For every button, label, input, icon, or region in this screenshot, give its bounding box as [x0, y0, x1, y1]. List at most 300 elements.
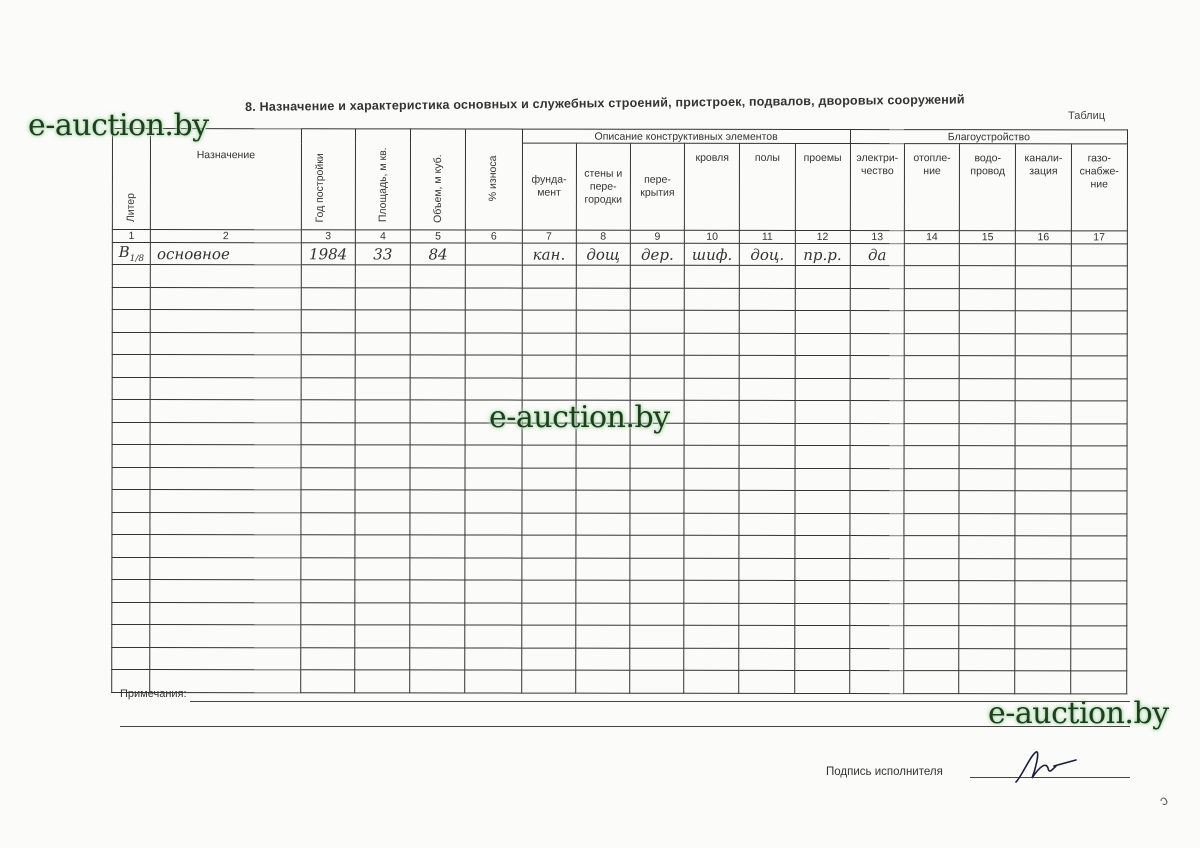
empty-cell — [739, 648, 794, 671]
empty-cell — [522, 468, 576, 491]
empty-cell — [410, 265, 465, 288]
empty-cell — [794, 648, 849, 671]
cell-foundation: кан. — [522, 243, 576, 265]
empty-cell — [112, 445, 150, 468]
empty-cell — [355, 647, 410, 670]
empty-cell — [301, 512, 355, 535]
empty-cell — [684, 625, 739, 648]
cell-wear — [466, 243, 522, 265]
signature-label: Подпись исполнителя — [826, 766, 943, 778]
empty-cell — [1071, 378, 1127, 401]
empty-cell — [904, 491, 959, 514]
empty-cell — [684, 355, 739, 378]
empty-cell — [301, 400, 355, 423]
empty-cell — [355, 422, 410, 445]
empty-cell — [959, 581, 1015, 604]
empty-cell — [684, 490, 739, 513]
empty-cell — [1016, 378, 1071, 401]
empty-cell — [850, 333, 904, 356]
empty-cell — [576, 378, 630, 401]
empty-cell — [1015, 671, 1070, 694]
empty-cell — [300, 625, 354, 648]
empty-cell — [959, 648, 1015, 671]
empty-cell — [739, 378, 794, 401]
empty-cell — [1015, 401, 1070, 424]
empty-cell — [301, 467, 355, 490]
header-roof: кровля — [684, 143, 739, 230]
empty-cell — [112, 647, 150, 670]
cell-floor: доц. — [740, 243, 795, 265]
empty-cell — [739, 558, 794, 581]
empty-cell — [465, 512, 521, 535]
empty-cell — [465, 580, 521, 603]
column-number: 14 — [904, 231, 959, 244]
empty-cell — [959, 626, 1015, 649]
empty-cell — [301, 287, 355, 310]
empty-cell — [850, 581, 904, 604]
empty-cell — [850, 446, 904, 469]
empty-cell — [795, 423, 850, 446]
empty-cell — [630, 333, 684, 356]
empty-rows — [112, 265, 1128, 694]
empty-cell — [1071, 491, 1127, 514]
empty-cell — [684, 400, 739, 423]
empty-cell — [150, 265, 301, 288]
empty-cell — [410, 445, 465, 468]
empty-cell — [684, 445, 739, 468]
empty-cell — [301, 422, 355, 445]
empty-cell — [410, 670, 465, 693]
empty-cell — [850, 423, 904, 446]
empty-cell — [739, 625, 794, 648]
cell-heating — [904, 244, 959, 266]
empty-cell — [521, 670, 575, 693]
empty-cell — [684, 310, 739, 333]
empty-cell — [1070, 671, 1126, 694]
empty-cell — [150, 355, 301, 378]
empty-cell — [355, 512, 410, 535]
empty-cell — [904, 266, 959, 289]
empty-cell — [1071, 311, 1127, 334]
empty-cell — [576, 265, 630, 288]
empty-cell — [739, 400, 794, 423]
empty-cell — [576, 625, 630, 648]
empty-cell — [112, 332, 150, 355]
empty-cell — [739, 603, 794, 626]
empty-cell — [1015, 423, 1070, 446]
empty-cell — [301, 310, 355, 333]
header-liter: Литер — [112, 129, 150, 230]
cell-openings: пр.р. — [795, 243, 850, 265]
table-ref: Таблиц — [1068, 110, 1106, 122]
cell-sewage — [1016, 244, 1071, 266]
empty-cell — [1016, 356, 1071, 379]
empty-cell — [1070, 581, 1126, 604]
empty-cell — [739, 535, 794, 558]
empty-cell — [850, 468, 904, 491]
empty-cell — [301, 490, 355, 513]
empty-cell — [630, 603, 684, 626]
empty-cell — [904, 356, 959, 379]
corner-pencil-mark: ↄ — [1156, 791, 1171, 809]
empty-cell — [850, 266, 904, 289]
cell-purpose: основное — [150, 243, 301, 265]
empty-cell — [576, 535, 630, 558]
empty-cell — [112, 467, 150, 490]
empty-cell — [1016, 333, 1071, 356]
empty-cell — [301, 535, 355, 558]
empty-cell — [521, 625, 575, 648]
empty-cell — [150, 400, 301, 423]
empty-cell — [904, 536, 959, 559]
empty-cell — [904, 311, 959, 334]
cell-water — [959, 244, 1015, 266]
empty-cell — [465, 625, 521, 648]
empty-cell — [959, 536, 1015, 559]
empty-cell — [522, 288, 576, 311]
table-row — [112, 287, 1127, 311]
empty-cell — [630, 580, 684, 603]
empty-cell — [904, 468, 959, 491]
empty-cell — [410, 490, 465, 513]
empty-cell — [410, 580, 465, 603]
header-year: Год постройки — [301, 129, 355, 230]
empty-cell — [1015, 536, 1070, 559]
empty-cell — [150, 535, 301, 558]
empty-cell — [522, 310, 576, 333]
header-foundation: фунда- мент — [522, 143, 576, 230]
empty-cell — [355, 377, 410, 400]
empty-cell — [850, 536, 904, 559]
empty-cell — [576, 333, 630, 356]
empty-cell — [684, 265, 739, 288]
empty-cell — [850, 648, 904, 671]
empty-cell — [355, 310, 410, 333]
empty-cell — [521, 535, 575, 558]
empty-cell — [1015, 648, 1070, 671]
column-number: 11 — [740, 230, 795, 243]
empty-cell — [1070, 603, 1126, 626]
empty-cell — [150, 490, 301, 513]
empty-cell — [630, 558, 684, 581]
table-row — [112, 602, 1127, 626]
empty-cell — [684, 288, 739, 311]
header-openings: проемы — [795, 143, 850, 230]
empty-cell — [355, 265, 410, 288]
table-row — [112, 580, 1127, 604]
empty-cell — [630, 288, 684, 311]
empty-cell — [684, 603, 739, 626]
empty-cell — [904, 603, 959, 626]
empty-cell — [630, 648, 684, 671]
empty-cell — [355, 670, 410, 693]
column-number: 13 — [850, 231, 904, 244]
empty-cell — [684, 468, 739, 491]
table-row — [112, 243, 1127, 266]
empty-cell — [355, 602, 410, 625]
empty-cell — [465, 490, 521, 513]
empty-cell — [684, 648, 739, 671]
empty-cell — [630, 535, 684, 558]
empty-cell — [576, 468, 630, 491]
empty-cell — [576, 490, 630, 513]
table-row — [112, 490, 1127, 514]
empty-cell — [466, 310, 522, 333]
empty-cell — [959, 356, 1015, 379]
empty-cell — [794, 670, 849, 693]
empty-cell — [795, 310, 850, 333]
empty-cell — [355, 400, 410, 423]
empty-cell — [739, 670, 794, 693]
empty-cell — [1015, 558, 1070, 581]
empty-cell — [795, 468, 850, 491]
empty-cell — [1015, 603, 1070, 626]
empty-cell — [904, 423, 959, 446]
empty-cell — [301, 265, 355, 288]
empty-cell — [576, 603, 630, 626]
empty-cell — [410, 310, 465, 333]
empty-cell — [521, 558, 575, 581]
empty-cell — [112, 625, 150, 648]
cell-area: 33 — [355, 243, 410, 265]
header-heating: отопле- ние — [904, 144, 959, 231]
empty-cell — [630, 445, 684, 468]
empty-cell — [1071, 468, 1127, 491]
empty-cell — [355, 557, 410, 580]
header-walls: стены и пере- городки — [576, 143, 630, 230]
empty-cell — [630, 468, 684, 491]
empty-cell — [739, 423, 794, 446]
empty-cell — [301, 580, 355, 603]
empty-cell — [959, 266, 1015, 289]
empty-cell — [410, 602, 465, 625]
empty-cell — [850, 513, 904, 536]
empty-cell — [795, 445, 850, 468]
empty-cell — [1015, 446, 1070, 469]
empty-cell — [112, 287, 150, 310]
empty-cell — [301, 377, 355, 400]
empty-cell — [300, 647, 354, 670]
empty-cell — [466, 265, 522, 288]
empty-cell — [630, 670, 684, 693]
empty-cell — [795, 288, 850, 311]
empty-cell — [576, 580, 630, 603]
header-wear: % износа — [466, 129, 522, 230]
empty-cell — [1071, 401, 1127, 424]
empty-cell — [684, 580, 739, 603]
column-number: 10 — [684, 230, 739, 243]
empty-cell — [959, 671, 1015, 694]
empty-cell — [684, 670, 739, 693]
empty-cell — [739, 355, 794, 378]
empty-cell — [904, 378, 959, 401]
empty-cell — [301, 355, 355, 378]
table-row — [112, 377, 1127, 401]
empty-cell — [904, 626, 959, 649]
empty-cell — [630, 625, 684, 648]
header-electricity: электри- чество — [850, 144, 904, 231]
empty-cell — [904, 446, 959, 469]
table-row — [112, 647, 1127, 671]
empty-cell — [465, 355, 521, 378]
empty-cell — [355, 467, 410, 490]
empty-cell — [959, 288, 1015, 311]
empty-cell — [521, 603, 575, 626]
empty-cell — [465, 445, 521, 468]
header-purpose: Назначение — [150, 129, 301, 230]
column-number: 8 — [576, 230, 630, 243]
empty-cell — [465, 377, 521, 400]
empty-cell — [850, 558, 904, 581]
empty-cell — [521, 580, 575, 603]
empty-cell — [684, 423, 739, 446]
table-row — [112, 625, 1127, 649]
empty-cell — [684, 333, 739, 356]
empty-cell — [301, 557, 355, 580]
empty-cell — [150, 445, 301, 468]
empty-cell — [410, 625, 465, 648]
header-gas: газо- снабже- ние — [1071, 144, 1128, 231]
empty-cell — [112, 535, 150, 558]
notes-line — [120, 726, 1130, 727]
empty-cell — [794, 535, 849, 558]
empty-cell — [1070, 626, 1126, 649]
empty-cell — [794, 625, 849, 648]
empty-cell — [465, 647, 521, 670]
empty-cell — [795, 378, 850, 401]
empty-cell — [301, 445, 355, 468]
empty-cell — [1016, 288, 1071, 311]
watermark: e-auction.by — [489, 400, 670, 435]
empty-cell — [355, 490, 410, 513]
empty-cell — [959, 558, 1015, 581]
empty-cell — [1070, 648, 1126, 671]
empty-cell — [959, 333, 1015, 356]
empty-cell — [112, 265, 150, 288]
empty-cell — [465, 602, 521, 625]
empty-cell — [795, 400, 850, 423]
column-number: 1 — [112, 230, 150, 243]
empty-cell — [850, 378, 904, 401]
group-amenities: Благоустройство — [850, 130, 1127, 144]
empty-cell — [410, 287, 465, 310]
empty-cell — [465, 467, 521, 490]
empty-cell — [575, 670, 629, 693]
cell-walls: дощ — [576, 243, 630, 265]
empty-cell — [630, 490, 684, 513]
column-number: 7 — [522, 230, 576, 243]
empty-cell — [410, 332, 465, 355]
page-title: 8. Назначение и характеристика основных и служебных строений, пристроек, подвалов, дворовых сооружений — [245, 92, 965, 114]
empty-cell — [630, 378, 684, 401]
empty-cell — [466, 287, 522, 310]
empty-cell — [795, 490, 850, 513]
column-number: 2 — [150, 230, 301, 243]
empty-cell — [522, 355, 576, 378]
empty-cell — [301, 602, 355, 625]
column-number: 12 — [795, 230, 850, 243]
notes-label: Примечания: — [120, 688, 187, 700]
group-description: Описание конструктивных элементов — [522, 129, 850, 143]
empty-cell — [410, 512, 465, 535]
empty-cell — [410, 535, 465, 558]
empty-cell — [410, 647, 465, 670]
empty-cell — [355, 355, 410, 378]
empty-cell — [1071, 266, 1127, 289]
column-number: 16 — [1016, 231, 1071, 244]
empty-cell — [850, 311, 904, 334]
empty-cell — [112, 512, 150, 535]
empty-cell — [1015, 491, 1070, 514]
empty-cell — [794, 580, 849, 603]
empty-cell — [112, 580, 150, 603]
empty-cell — [355, 580, 410, 603]
empty-cell — [1071, 333, 1127, 356]
empty-cell — [576, 558, 630, 581]
empty-cell — [150, 512, 301, 535]
empty-cell — [410, 400, 465, 423]
empty-cell — [300, 670, 354, 693]
empty-cell — [576, 513, 630, 536]
empty-cell — [739, 468, 794, 491]
header-volume: Объем, м куб. — [410, 129, 465, 230]
empty-cell — [410, 557, 465, 580]
empty-cell — [795, 355, 850, 378]
table-row — [112, 332, 1127, 356]
empty-cell — [904, 581, 959, 604]
empty-cell — [576, 445, 630, 468]
empty-cell — [150, 557, 301, 580]
empty-cell — [1016, 311, 1071, 334]
empty-cell — [150, 310, 301, 333]
empty-cell — [794, 603, 849, 626]
empty-cell — [959, 311, 1015, 334]
empty-cell — [576, 288, 630, 311]
empty-cell — [904, 558, 959, 581]
empty-cell — [959, 491, 1015, 514]
empty-cell — [410, 355, 465, 378]
empty-cell — [630, 513, 684, 536]
empty-cell — [904, 401, 959, 424]
header-sewage: канали- зация — [1016, 144, 1071, 231]
empty-cell — [150, 647, 301, 670]
empty-cell — [150, 625, 301, 648]
empty-cell — [849, 671, 903, 694]
empty-cell — [355, 332, 410, 355]
watermark: e-auction.by — [988, 696, 1169, 731]
header-floor-slab: пере- крытия — [630, 143, 684, 230]
empty-cell — [1015, 513, 1070, 536]
empty-cell — [1015, 581, 1070, 604]
table-row — [112, 467, 1127, 491]
empty-cell — [850, 288, 904, 311]
empty-cell — [850, 401, 904, 424]
empty-cell — [521, 513, 575, 536]
empty-cell — [904, 513, 959, 536]
empty-cell — [522, 333, 576, 356]
empty-cell — [739, 445, 794, 468]
empty-cell — [576, 310, 630, 333]
empty-cell — [959, 513, 1015, 536]
empty-cell — [1070, 536, 1126, 559]
empty-cell — [795, 333, 850, 356]
empty-cell — [355, 535, 410, 558]
empty-cell — [959, 603, 1015, 626]
empty-cell — [904, 671, 959, 694]
empty-cell — [112, 602, 150, 625]
empty-cell — [112, 422, 150, 445]
column-number: 9 — [630, 230, 684, 243]
